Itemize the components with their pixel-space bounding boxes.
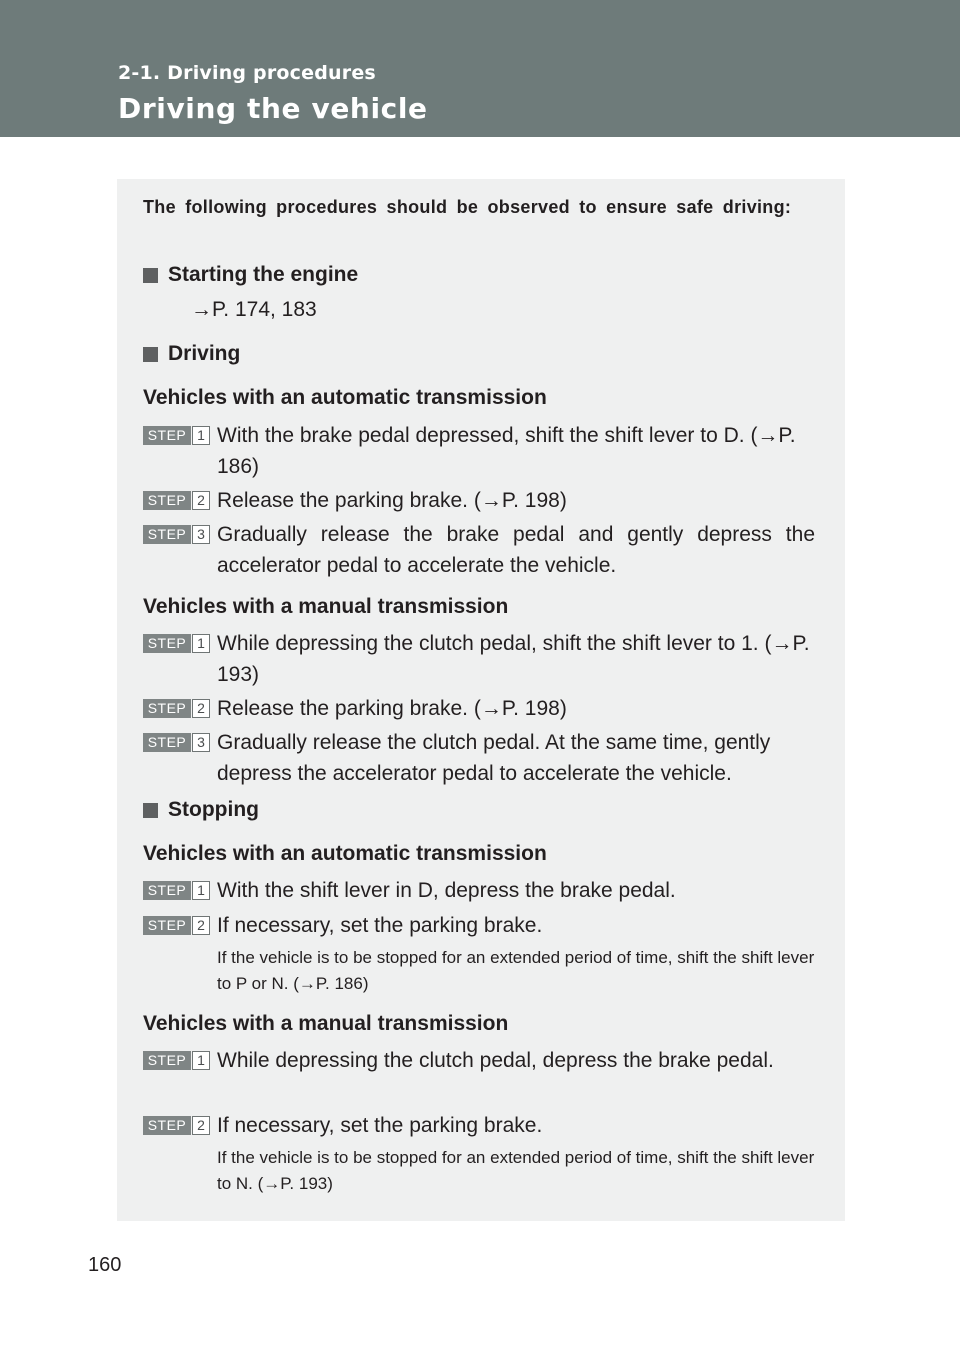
subheading-automatic-transmission: Vehicles with an automatic transmission <box>143 842 547 865</box>
heading-text: Starting the engine <box>168 263 359 286</box>
step-badge: STEP 1 <box>143 426 211 445</box>
step-text: With the brake pedal depressed, shift the shift lever to D. (→P. 186) <box>217 424 796 478</box>
step-item <box>143 1049 815 1081</box>
step-badge: STEP 2 <box>143 1116 211 1135</box>
step-badge: STEP 3 <box>143 733 211 752</box>
subheading-manual-transmission: Vehicles with a manual transmission <box>143 595 509 618</box>
step-text: While depressing the clutch pedal, depress the brake pedal. <box>217 1049 774 1072</box>
step-text: Gradually release the brake pedal and gently depress the accelerator pedal to accelerate the vehicle. <box>217 523 815 577</box>
step-badge: STEP 1 <box>143 881 211 900</box>
page-reference: →P. 174, 183 <box>191 298 317 321</box>
note-text: If the vehicle is to be stopped for an extended period of time, shift the shift lever to N. (→P. 193) <box>217 1148 815 1193</box>
step-item <box>143 697 815 729</box>
step-item <box>143 632 815 686</box>
square-bullet-icon <box>143 268 158 283</box>
step-badge: STEP 2 <box>143 699 211 718</box>
page-title: Driving the vehicle <box>118 92 428 125</box>
step-item <box>143 489 815 521</box>
step-text: If necessary, set the parking brake. <box>217 914 543 937</box>
step-text: While depressing the clutch pedal, shift the shift lever to 1. (→P. 193) <box>217 632 810 686</box>
heading-stopping <box>143 798 259 822</box>
step-text: Release the parking brake. (→P. 198) <box>217 489 567 512</box>
page-number: 160 <box>88 1254 122 1276</box>
square-bullet-icon <box>143 803 158 818</box>
step-text: With the shift lever in D, depress the brake pedal. <box>217 879 676 902</box>
step-item <box>143 523 815 577</box>
subheading-manual-transmission: Vehicles with a manual transmission <box>143 1012 509 1035</box>
step-text: If necessary, set the parking brake. <box>217 1114 543 1137</box>
step-badge: STEP 1 <box>143 634 211 653</box>
heading-text: Driving <box>168 342 241 365</box>
step-item <box>143 731 815 785</box>
section-label: 2-1. Driving procedures <box>118 62 376 84</box>
step-badge: STEP 3 <box>143 525 211 544</box>
heading-text: Stopping <box>168 798 259 821</box>
heading-starting-engine <box>143 263 358 287</box>
intro-text: The following procedures should be observed to ensure safe driving: <box>143 197 792 217</box>
note-text: If the vehicle is to be stopped for an extended period of time, shift the shift lever to P or N. (→P. 186) <box>217 948 815 993</box>
square-bullet-icon <box>143 347 158 362</box>
step-badge: STEP 2 <box>143 916 211 935</box>
step-badge: STEP 1 <box>143 1051 211 1070</box>
step-item <box>143 424 815 478</box>
heading-driving <box>143 342 240 366</box>
step-badge: STEP 2 <box>143 491 211 510</box>
step-text: Gradually release the clutch pedal. At the same time, gently depress the accelerator pedal to accelerate the vehicle. <box>217 731 771 785</box>
step-item <box>143 879 815 911</box>
subheading-automatic-transmission: Vehicles with an automatic transmission <box>143 386 547 409</box>
step-item <box>143 1114 815 1146</box>
step-text: Release the parking brake. (→P. 198) <box>217 697 567 720</box>
step-item <box>143 914 815 946</box>
